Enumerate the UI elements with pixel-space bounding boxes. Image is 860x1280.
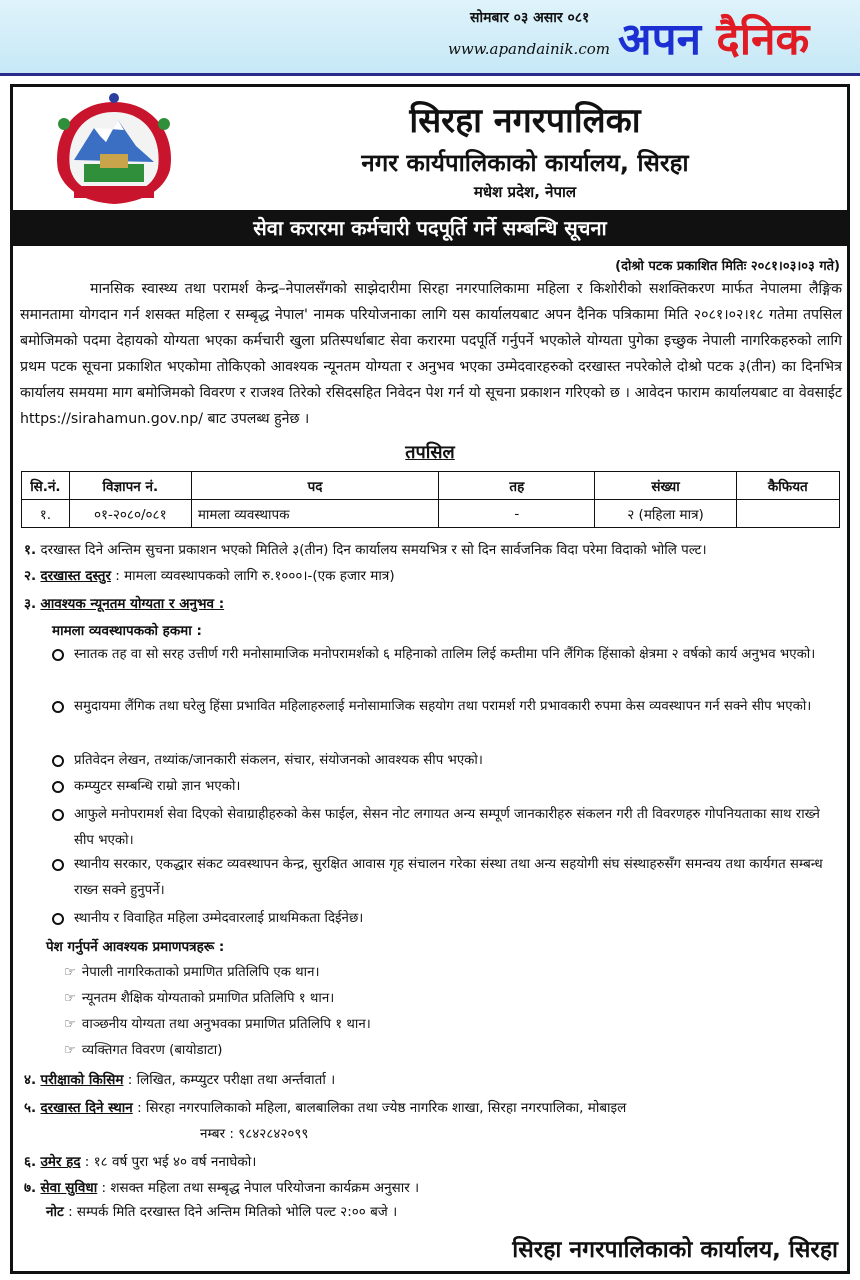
cell-sn: १. [22, 500, 70, 528]
point-5-number: ५. [24, 1100, 37, 1116]
cell-post: मामला व्यवस्थापक [191, 500, 438, 528]
banner-date: सोमबार ०३ असार ०८१ [470, 10, 590, 26]
point-3-label: आवश्यक न्यूनतम योग्यता र अनुभव : [40, 596, 225, 612]
signature-office: सिरहा नगरपालिकाको कार्यालय, सिरहा [512, 1237, 838, 1263]
point-5-label: दरखास्त दिने स्थान [40, 1100, 133, 1116]
point-6 [24, 1150, 844, 1174]
documents-heading: पेश गर्नुपर्ने आवश्यक प्रमाणपत्रहरू : [46, 939, 225, 955]
col-count: संख्या [595, 472, 736, 500]
point-7-number: ७. [24, 1180, 37, 1196]
point-6-label: उमेर हद [40, 1154, 81, 1170]
vacancy-table [21, 471, 840, 528]
point-5-text: : सिरहा नगरपालिकाको महिला, बालबालिका तथा ज्येष्ठ नागरिक शाखा, सिरहा नगरपालिका, मोबाइल [137, 1100, 627, 1116]
requirement-item: प्रतिवेदन लेखन, तथ्यांक/जानकारी संकलन, संचार, संयोजनको आवश्यक सीप भएको। [52, 748, 842, 774]
point-2-text: : मामला व्यवस्थापकको लागि रु.१०००।-(एक हजार मात्र) [115, 568, 395, 584]
nepal-emblem-icon [44, 90, 184, 208]
col-sn: सि.नं. [22, 472, 70, 500]
newspaper-banner [0, 0, 860, 76]
circle-bullet-icon [52, 781, 64, 793]
case-manager-subheading: मामला व्यवस्थापकको हकमा : [52, 623, 202, 639]
municipality-title: सिरहा नगरपालिका [409, 101, 641, 141]
point-3 [24, 592, 844, 616]
document-item: ☞ व्यक्तिगत विवरण (बायोडाटा) [64, 1043, 223, 1058]
point-7 [24, 1176, 844, 1200]
office-subtitle: नगर कार्यपालिकाको कार्यालय, सिरहा [361, 149, 689, 177]
cell-count: २ (महिला मात्र) [595, 500, 736, 528]
newspaper-logo [618, 14, 809, 66]
point-4 [24, 1068, 844, 1092]
province-line: मधेश प्रदेश, नेपाल [473, 183, 577, 201]
point-1 [24, 538, 844, 562]
requirement-item: स्थानीय र विवाहित महिला उम्मेदवारलाई प्राथमिकता दिईनेछ। [52, 906, 842, 932]
requirement-item: कम्प्युटर सम्बन्धि राम्रो ज्ञान भएको। [52, 774, 842, 800]
circle-bullet-icon [52, 859, 64, 871]
publication-date: (दोश्रो पटक प्रकाशित मितिः २०८१।०३।०३ गते) [615, 259, 840, 274]
circle-bullet-icon [52, 913, 64, 925]
point-4-number: ४. [24, 1072, 37, 1088]
point-5-phone: नम्बर : ९८४२८४२०९९ [200, 1126, 309, 1142]
note-line [46, 1200, 836, 1224]
table-header-row [22, 472, 840, 500]
requirement-item: स्थानीय सरकार, एकद्धार संकट व्यवस्थापन केन्द्र, सुरक्षित आवास गृह संचालन गरेका संस्था तथा अन्य सहयोगी संघ संस्थाहरुसँग समन्वय तथा कार्यगत सम्बन्ध राख्न सक्ने हुनुपर्ने। [52, 852, 842, 904]
circle-bullet-icon [52, 755, 64, 767]
point-6-number: ६. [24, 1154, 37, 1170]
pointing-hand-icon: ☞ [64, 1017, 76, 1032]
point-2-label: दरखास्त दस्तुर [40, 568, 111, 584]
requirement-item: स्नातक तह वा सो सरह उत्तीर्ण गरी मनोसामाजिक मनोपरामर्शको ६ महिनाको तालिम लिई कम्तीमा पनि लैंगिक हिंसाको क्षेत्रमा २ वर्षको कार्य अनुभव भएको। [52, 642, 842, 668]
cell-level: - [439, 500, 595, 528]
table-heading: तपसिल [405, 442, 455, 463]
requirement-item: समुदायमा लैंगिक तथा घरेलु हिंसा प्रभावित महिलाहरुलाई मनोसामाजिक सहयोग तथा परामर्श गरी प्रभावकारी रुपमा केस व्यवस्थापन गर्न सक्ने सीप भएको। [52, 694, 842, 720]
col-remarks: कैफियत [736, 472, 839, 500]
point-2 [24, 564, 844, 588]
point-7-label: सेवा सुविधा [40, 1180, 98, 1196]
table-row [22, 500, 840, 528]
logo-word-2: दैनिक [716, 14, 810, 65]
note-label: नोट [46, 1204, 64, 1220]
intro-paragraph: मानसिक स्वास्थ्य तथा परामर्श केन्द्र–नेपालसँगको साझेदारीमा सिरहा नगरपालिकामा महिला र किशोरीको सशक्तिकरण मार्फत नेपालमा लैङ्गिक समानतामा योगदान गर्न शसक्त महिला र सम्बृद्ध नेपाल' नामक परियोजनाका लागि यस कार्यालयबाट अपन दैनिक पत्रिकामा मिति २०८१।०२।१८ गतेमा तपसिल बमोजिमको पदमा देहायको योग्यता भएका कर्मचारी खुला प्रतिस्पर्धाबाट सेवा करारमा पदपूर्ति गर्नुपर्ने भएकोले योग्यता पुगेका इच्छुक नेपाली नागरिकहरुको लागि प्रथम पटक सूचना प्रकाशित भएकोमा तोकिएको आवश्यक न्यूनतम योग्यता र अनुभव भएका उम्मेदवारहरुको दरखास्त नपरेकोले दोश्रो पटक ३(तीन) का दिनभित्र कार्यालय समयमा माग बमोजिमको विवरण र राजश्व तिरेको रसिदसहित निवेदन पेश गर्न यो सूचना प्रकाशन गरिएको छ । आवेदन फाराम कार्यालयबाट वा वेवसाईट https://sirahamun.gov.np/ बाट उपलब्ध हुनेछ । [20, 281, 842, 427]
cell-remarks [736, 500, 839, 528]
notice-title-bar: सेवा करारमा कर्मचारी पदपूर्ति गर्ने सम्बन्धि सूचना [13, 210, 847, 246]
document-item: ☞ न्यूनतम शैक्षिक योग्यताको प्रमाणित प्रतिलिपि १ थान। [64, 991, 335, 1006]
document-item: ☞ वाञ्छनीय योग्यता तथा अनुभवका प्रमाणित प्रतिलिपि १ थान। [64, 1017, 371, 1032]
col-post: पद [191, 472, 438, 500]
point-1-text: दरखास्त दिने अन्तिम सुचना प्रकाशन भएको मितिले ३(तीन) दिन कार्यालय समयभित्र र सो दिन सार्वजनिक विदा परेमा विदाको भोलि पल्ट। [40, 542, 707, 558]
point-4-label: परीक्षाको किसिम [40, 1072, 124, 1088]
circle-bullet-icon [52, 649, 64, 661]
banner-url[interactable]: www.apandainik.com [448, 40, 610, 58]
requirement-item: आफुले मनोपरामर्श सेवा दिएको सेवाग्राहीहरुको केस फाईल, सेसन नोट लगायत अन्य सम्पूर्ण जानकारीहरु संकलन गरी ती विवरणहरु गोपनियताका साथ राख्ने सीप भएको। [52, 802, 842, 854]
document-item: ☞ नेपाली नागरिकताको प्रमाणित प्रतिलिपि एक थान। [64, 965, 320, 980]
point-6-text: : १८ वर्ष पुरा भई ४० वर्ष ननाघेको। [84, 1154, 257, 1170]
point-4-text: : लिखित, कम्प्युटर परीक्षा तथा अर्न्तवार्ता । [127, 1072, 336, 1088]
col-level: तह [439, 472, 595, 500]
pointing-hand-icon: ☞ [64, 1043, 76, 1058]
point-7-text: : शसक्त महिला तथा सम्बृद्ध नेपाल परियोजना कार्यक्रम अनुसार । [101, 1180, 420, 1196]
pointing-hand-icon: ☞ [64, 991, 76, 1006]
col-ad-no: विज्ञापन नं. [69, 472, 191, 500]
point-1-number: १. [24, 542, 37, 558]
point-2-number: २. [24, 568, 37, 584]
point-5 [24, 1096, 844, 1120]
logo-word-1: अपन [618, 14, 702, 65]
pointing-hand-icon: ☞ [64, 965, 76, 980]
cell-ad-no: ०१-२०८०/०८१ [69, 500, 191, 528]
point-3-number: ३. [24, 596, 37, 612]
circle-bullet-icon [52, 809, 64, 821]
note-text: : सम्पर्क मिति दरखास्त दिने अन्तिम मितिको भोलि पल्ट २:०० बजे । [68, 1204, 398, 1220]
circle-bullet-icon [52, 701, 64, 713]
